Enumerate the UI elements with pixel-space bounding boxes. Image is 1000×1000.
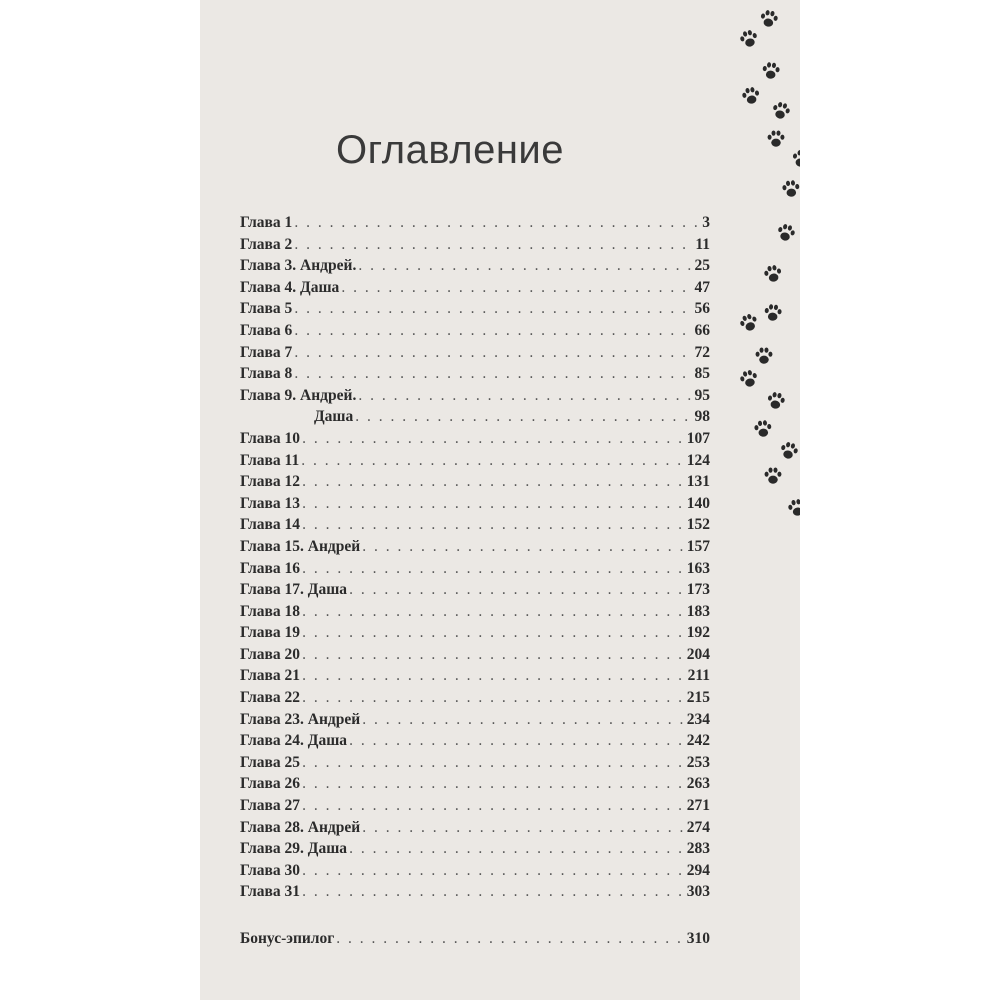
toc-entry [240, 558, 710, 580]
toc-entry-label: Глава 8 [240, 365, 293, 383]
toc-entry [240, 709, 710, 731]
paw-print-icon [765, 128, 787, 150]
toc-entry-page-number: 56 [694, 300, 710, 318]
toc-entry [240, 450, 710, 472]
toc-entry [240, 385, 710, 407]
dot-leader [362, 536, 685, 558]
toc-entry-label: Глава 27 [240, 797, 301, 815]
toc-entry-page-number: 72 [694, 343, 710, 361]
toc-entry-page-number: 140 [686, 494, 710, 512]
dot-leader [336, 928, 684, 950]
toc-entry [240, 860, 710, 882]
book-page [200, 0, 800, 1000]
paw-print-icon [736, 366, 763, 393]
toc-entry-label: Бонус-эпилог [240, 930, 335, 947]
toc-entry-label: Глава 20 [240, 645, 301, 663]
toc-entry [240, 320, 710, 342]
paw-print-icon [759, 59, 783, 83]
toc-entry-label: Глава 23. Андрей [240, 710, 361, 728]
toc-entry-label: Глава 25 [240, 753, 301, 771]
toc-entry-page-number: 98 [694, 408, 710, 426]
toc-entry-page-number: 253 [686, 753, 710, 771]
toc-entry-label: Глава 19 [240, 624, 301, 642]
toc-entry-label: Глава 21 [240, 667, 301, 685]
toc-entry [240, 514, 710, 536]
page-title: Оглавление [335, 128, 564, 172]
toc-entry-label: Глава 5 [240, 300, 293, 318]
toc-entry-label: Глава 26 [240, 775, 301, 793]
dot-leader [302, 795, 685, 817]
toc-entry-page-number: 303 [686, 883, 710, 901]
toc-entry-page-number: 274 [686, 818, 710, 836]
paw-print-icon [756, 6, 781, 31]
dot-leader [302, 665, 686, 687]
toc-entry [240, 730, 710, 752]
dot-leader [341, 277, 692, 299]
paw-print-icon [761, 301, 785, 325]
toc-entry [240, 255, 710, 277]
toc-entry-label: Глава 1 [240, 214, 293, 231]
toc-entry-page-number: 242 [686, 732, 710, 750]
toc-entry-label: Глава 22 [240, 689, 301, 707]
toc-entry-label: Глава 10 [240, 429, 301, 447]
toc-entry-label: Глава 2 [240, 235, 293, 253]
toc-entry-label: Глава 4. Даша [240, 278, 340, 296]
paw-print-icon [784, 495, 800, 520]
toc-entry-page-number: 11 [695, 235, 710, 253]
paw-print-icon [736, 26, 763, 53]
toc-entry [240, 234, 710, 256]
dot-leader [301, 450, 685, 472]
toc-entry-page-number: 294 [686, 861, 710, 879]
dot-leader [349, 838, 685, 860]
toc-entry-label: Даша [314, 408, 354, 426]
paw-print-icon [776, 438, 800, 465]
toc-entry-page-number: 204 [686, 645, 710, 663]
paw-print-icon [788, 146, 800, 171]
toc-entry-label: Глава 18 [240, 602, 301, 620]
table-of-contents [240, 212, 710, 950]
toc-entry [240, 277, 710, 299]
toc-entry-label: Глава 13 [240, 494, 301, 512]
toc-entry [240, 428, 710, 450]
toc-entry-label: Глава 17. Даша [240, 581, 348, 599]
toc-entry [240, 493, 710, 515]
toc-entry-page-number: 310 [686, 930, 710, 947]
toc-entry-label: Глава 31 [240, 883, 301, 901]
toc-entry [240, 773, 710, 795]
toc-entry-label: Глава 14 [240, 516, 301, 534]
dot-leader [294, 363, 692, 385]
toc-entry-label: Глава 6 [240, 321, 293, 339]
toc-entry-label: Глава 15. Андрей [240, 537, 361, 555]
toc-entry-label: Глава 29. Даша [240, 840, 348, 858]
paw-print-icon [753, 345, 775, 367]
toc-entry-page-number: 3 [702, 214, 710, 231]
toc-entry-page-number: 157 [686, 537, 710, 555]
paw-print-icon [763, 388, 788, 413]
toc-entry [240, 838, 710, 860]
toc-entry [240, 795, 710, 817]
toc-entry-page-number: 95 [694, 386, 710, 404]
dot-leader [294, 212, 700, 234]
dot-leader [302, 558, 685, 580]
toc-entry-label: Глава 24. Даша [240, 732, 348, 750]
paw-print-icon [762, 465, 784, 487]
dot-leader [302, 687, 685, 709]
toc-entry [240, 536, 710, 558]
toc-entry [240, 881, 710, 903]
dot-leader [294, 234, 693, 256]
toc-entry-label: Глава 28. Андрей [240, 818, 361, 836]
paw-print-icon [760, 261, 785, 286]
toc-entry-page-number: 183 [686, 602, 710, 620]
toc-entry-label: Глава 30 [240, 861, 301, 879]
paw-print-icon [779, 177, 800, 201]
toc-entry-page-number: 271 [686, 797, 710, 815]
toc-entry [240, 687, 710, 709]
dot-leader [358, 255, 692, 277]
toc-entry [240, 752, 710, 774]
toc-entry-page-number: 234 [686, 710, 710, 728]
toc-entry-page-number: 85 [694, 365, 710, 383]
toc-entry [240, 342, 710, 364]
toc-entry [240, 622, 710, 644]
toc-entry-page-number: 47 [694, 278, 710, 296]
dot-leader [349, 730, 685, 752]
toc-entry-page-number: 124 [686, 451, 710, 469]
dot-leader [294, 342, 692, 364]
dot-leader [294, 320, 692, 342]
paw-print-icon [735, 309, 763, 337]
toc-entry-page-number: 163 [686, 559, 710, 577]
dot-leader [302, 428, 685, 450]
paw-print-icon [773, 220, 800, 247]
toc-entry-page-number: 25 [694, 257, 710, 275]
toc-entry-label: Глава 3. Андрей. [240, 257, 357, 275]
dot-leader [362, 709, 685, 731]
dot-leader [302, 860, 685, 882]
toc-entry-page-number: 173 [686, 581, 710, 599]
toc-entry-page-number: 66 [694, 321, 710, 339]
toc-entry [240, 644, 710, 666]
toc-entry [240, 817, 710, 839]
toc-entry-label: Глава 11 [240, 451, 300, 469]
dot-leader [302, 601, 685, 623]
paw-print-icon [751, 417, 775, 441]
toc-entry [240, 363, 710, 385]
dot-leader [358, 385, 692, 407]
toc-entry [240, 212, 710, 234]
dot-leader [302, 622, 685, 644]
dot-leader [349, 579, 685, 601]
dot-leader [302, 644, 685, 666]
dot-leader [302, 514, 685, 536]
dot-leader [302, 881, 685, 903]
paw-print-icon [738, 83, 763, 108]
toc-entry-page-number: 152 [686, 516, 710, 534]
toc-entry [240, 579, 710, 601]
toc-entry-label: Глава 16 [240, 559, 301, 577]
dot-leader [362, 817, 685, 839]
toc-entry-page-number: 211 [687, 667, 710, 685]
toc-entry [240, 406, 710, 428]
toc-entry-page-number: 263 [686, 775, 710, 793]
toc-entry-page-number: 215 [686, 689, 710, 707]
toc-entry-page-number: 107 [686, 429, 710, 447]
dot-leader [294, 298, 692, 320]
dot-leader [302, 752, 685, 774]
dot-leader [302, 471, 685, 493]
toc-entry-label: Глава 9. Андрей. [240, 386, 357, 404]
toc-entry-label: Глава 7 [240, 343, 293, 361]
toc-entry-page-number: 131 [686, 473, 710, 491]
dot-leader [355, 406, 692, 428]
toc-entry [240, 471, 710, 493]
dot-leader [302, 773, 685, 795]
dot-leader [302, 493, 685, 515]
toc-entry [240, 298, 710, 320]
toc-entry [240, 665, 710, 687]
toc-entry-label: Глава 12 [240, 473, 301, 491]
toc-entry-page-number: 283 [686, 840, 710, 858]
toc-entry [240, 601, 710, 623]
paw-print-icon [768, 98, 795, 125]
toc-entry-page-number: 192 [686, 624, 710, 642]
toc-entry-bonus [240, 928, 710, 950]
